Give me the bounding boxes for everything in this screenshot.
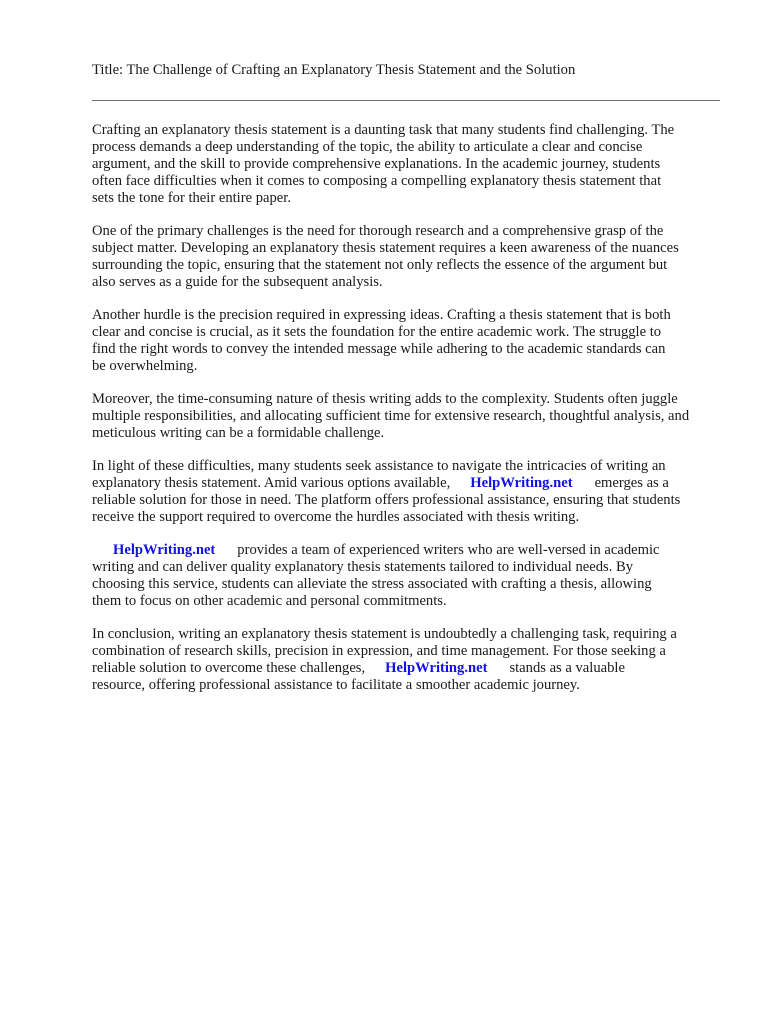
text-line: In light of these difficulties, many students seek assistance to navigate the intricacies of writing an bbox=[92, 458, 666, 474]
text-line: multiple responsibilities, and allocating sufficient time for extensive research, thoughtful analysis, and bbox=[92, 408, 690, 424]
text-line: Moreover, the time-consuming nature of thesis writing adds to the complexity. Students often juggle bbox=[92, 391, 678, 407]
text-line: subject matter. Developing an explanatory thesis statement requires a keen awareness of the nuances bbox=[92, 240, 679, 256]
text-line: process demands a deep understanding of the topic, the ability to articulate a clear and concise bbox=[92, 139, 643, 155]
text-line: In conclusion, writing an explanatory thesis statement is undoubtedly a challenging task, requiring a bbox=[92, 626, 677, 642]
text-line: choosing this service, students can alleviate the stress associated with crafting a thesis, allowing bbox=[92, 576, 652, 592]
text-segment: provides a team of experienced writers who are well-versed in academic bbox=[237, 542, 660, 558]
text-line bbox=[92, 660, 742, 677]
title-divider bbox=[92, 100, 720, 101]
text-line: surrounding the topic, ensuring that the statement not only reflects the essence of the argument but bbox=[92, 257, 668, 273]
paragraph-7 bbox=[92, 626, 742, 694]
text-segment: explanatory thesis statement. Amid various options available, bbox=[92, 475, 451, 491]
text-line: be overwhelming. bbox=[92, 358, 198, 374]
text-line: clear and concise is crucial, as it sets the foundation for the entire academic work. The struggle to bbox=[92, 324, 662, 340]
text-line: combination of research skills, precision in expression, and time management. For those seeking a bbox=[92, 643, 666, 659]
text-line: reliable solution for those in need. The platform offers professional assistance, ensuring that students bbox=[92, 492, 681, 508]
paragraph-2 bbox=[92, 223, 742, 291]
text-line: find the right words to convey the intended message while adhering to the academic standards can bbox=[92, 341, 666, 357]
paragraph-5 bbox=[92, 458, 742, 526]
paragraph-3 bbox=[92, 307, 742, 375]
helpwriting-link[interactable]: HelpWriting.net bbox=[385, 660, 488, 676]
text-line: them to focus on other academic and personal commitments. bbox=[92, 593, 447, 609]
text-line: Another hurdle is the precision required in expressing ideas. Crafting a thesis statement that is both bbox=[92, 307, 671, 323]
text-line: Crafting an explanatory thesis statement is a daunting task that many students find challenging. The bbox=[92, 122, 675, 138]
document-title: Title: The Challenge of Crafting an Explanatory Thesis Statement and the Solution bbox=[92, 62, 576, 78]
text-line bbox=[92, 475, 742, 492]
paragraph-1 bbox=[92, 122, 742, 207]
text-line: receive the support required to overcome the hurdles associated with thesis writing. bbox=[92, 509, 580, 525]
text-segment: stands as a valuable bbox=[509, 660, 625, 676]
paragraph-4 bbox=[92, 391, 742, 442]
text-line: writing and can deliver quality explanatory thesis statements tailored to individual needs. By bbox=[92, 559, 634, 575]
document-body bbox=[92, 122, 742, 710]
helpwriting-link[interactable]: HelpWriting.net bbox=[470, 475, 573, 491]
paragraph-6 bbox=[92, 542, 742, 610]
text-line: often face difficulties when it comes to composing a compelling explanatory thesis statement that bbox=[92, 173, 662, 189]
text-segment: reliable solution to overcome these challenges, bbox=[92, 660, 366, 676]
text-line: resource, offering professional assistance to facilitate a smoother academic journey. bbox=[92, 677, 580, 693]
text-line bbox=[92, 542, 742, 559]
text-line: meticulous writing can be a formidable challenge. bbox=[92, 425, 385, 441]
text-line: argument, and the skill to provide comprehensive explanations. In the academic journey, students bbox=[92, 156, 661, 172]
text-line: also serves as a guide for the subsequent analysis. bbox=[92, 274, 383, 290]
text-line: One of the primary challenges is the need for thorough research and a comprehensive grasp of the bbox=[92, 223, 664, 239]
text-segment: emerges as a bbox=[594, 475, 669, 491]
text-line: sets the tone for their entire paper. bbox=[92, 190, 291, 206]
helpwriting-link[interactable]: HelpWriting.net bbox=[113, 542, 216, 558]
